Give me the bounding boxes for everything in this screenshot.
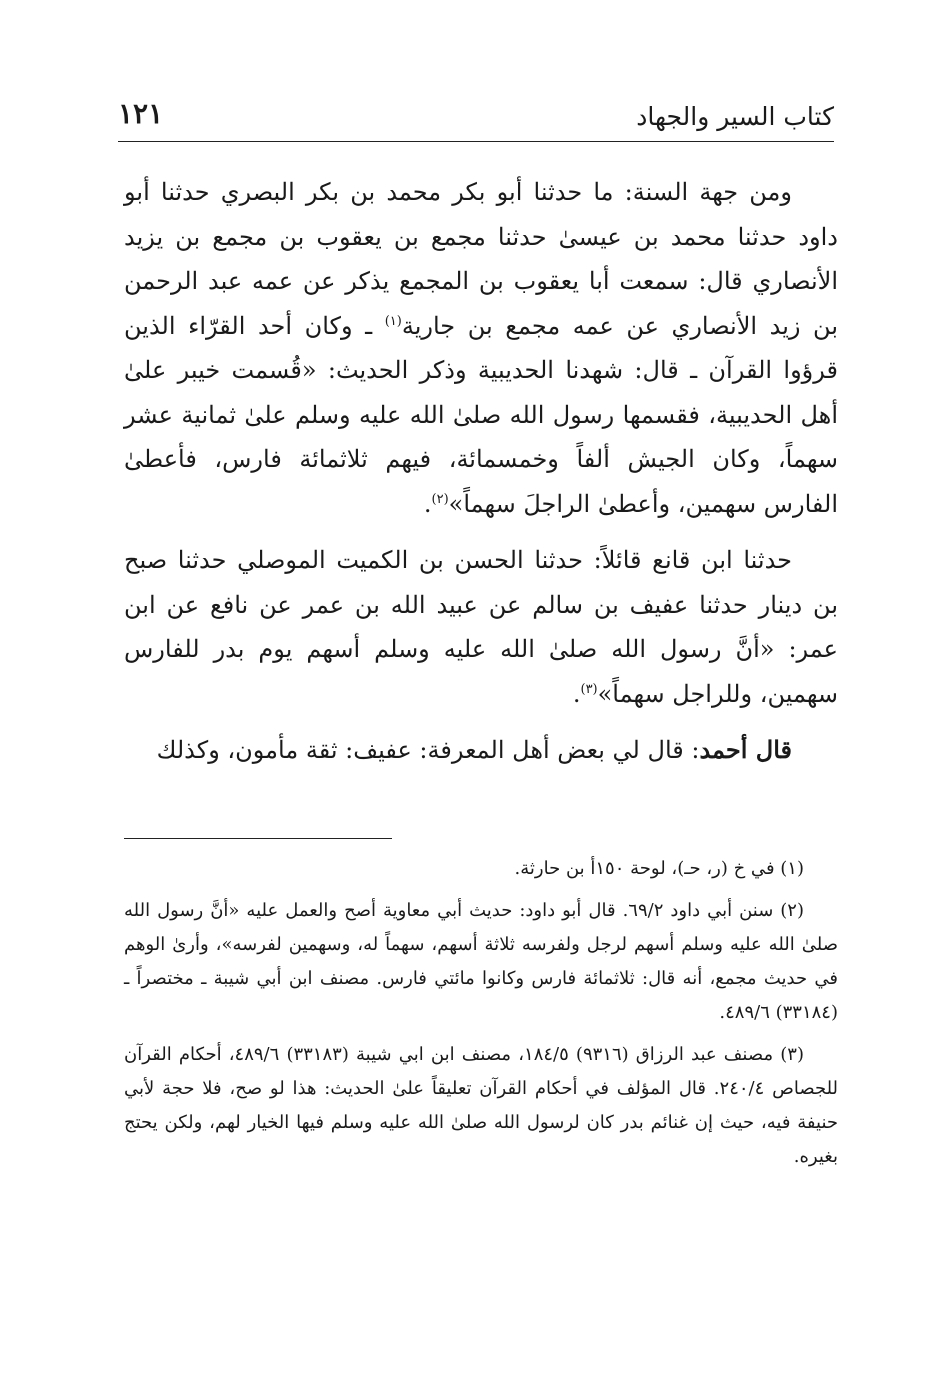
footnote-2: (٢) سنن أبي داود ٦٩/٢. قال أبو داود: حديث أبي معاوية أصح والعمل عليه «أنَّ رسول الله صلىٰ الله عليه وسلم أسهم لرجل ولفرسه ثلاثة أسهم، سهماً له، وسهمين لفرسه»، وأرىٰ الوهم في حديث مجمع، أنه قال: ثلاثمائة فارس وكانوا مائتي فارس. مصنف ابن أبي شيبة ـ مختصراً ـ (٣٣١٨٤) ٤٨٩/٦.: [124, 900, 838, 1023]
footnote-1: (١) في خ (ر، حـ)، لوحة ١٥٠أ بن حارثة.: [514, 858, 804, 879]
page-header: [118, 92, 834, 142]
paragraph-3: [124, 728, 838, 773]
running-title: كتاب السير والجهاد: [636, 102, 834, 131]
page-number: ١٢١: [118, 97, 164, 130]
footnote-ref-2[interactable]: (٢): [431, 491, 449, 507]
paragraph-2-end: .: [572, 679, 581, 708]
header-rule: [118, 141, 834, 142]
footnotes: [124, 852, 838, 1182]
main-text: [124, 170, 838, 773]
footnote-ref-1[interactable]: (١): [384, 313, 402, 329]
paragraph-1-text-b: ـ وكان أحد القرّاء الذين قرؤوا القرآن ـ قال: شهدنا الحديبية وذكر الحديث: «قُسمت خيبر علىٰ أهل الحديبية، فقسمها رسول الله صلىٰ الله عليه وسلم علىٰ ثمانية عشر سهماً، وكان الجيش ألفاً وخمسمائة، فيهم ثلاثمائة فارس، فأعطىٰ الفارس سهمين، وأعطىٰ الراجلَ سهماً»: [124, 311, 838, 518]
footnote-separator: [124, 838, 392, 839]
footnote-3: (٣) مصنف عبد الرزاق (٩٣١٦) ١٨٤/٥، مصنف ابن ابي شيبة (٣٣١٨٣) ٤٨٩/٦، أحكام القرآن للجصاص ٢٤٠/٤. قال المؤلف في أحكام القرآن تعليقاً علىٰ الحديث: هذا لو صح، فلا حجة لأبي حنيفة فيه، حيث إن غنائم بدر كان لرسول الله صلىٰ الله عليه وسلم فيها الخيار لهم، ولكن يحتج بغيره.: [124, 1044, 839, 1167]
speaker-name: قال أحمد: [699, 735, 792, 764]
paragraph-1-end: .: [423, 489, 432, 518]
footnote-ref-3[interactable]: (٣): [580, 681, 598, 697]
paragraph-2: [124, 538, 838, 716]
paragraph-2-text: حدثنا ابن قانع قائلاً: حدثنا الحسن بن الكميت الموصلي حدثنا صبح بن دينار حدثنا عفيف بن سالم عن عبيد الله بن عمر عن نافع عن ابن عمر: «أنَّ رسول الله صلىٰ الله عليه وسلم أسهم يوم بدر للفارس سهمين، وللراجل سهماً»: [124, 546, 839, 708]
paragraph-1-text-a: ومن جهة السنة: ما حدثنا أبو بكر محمد بن بكر البصري حدثنا أبو داود حدثنا محمد بن عيسىٰ حدثنا مجمع بن يعقوب بن مجمع بن يزيد الأنصاري قال: سمعت أبا يعقوب بن المجمع يذكر عن عمه عبد الرحمن بن زيد الأنصاري عن عمه مجمع بن جارية: [124, 178, 838, 340]
paragraph-1: [124, 170, 838, 526]
paragraph-3-text: : قال لي بعض أهل المعرفة: عفيف: ثقة مأمون، وكذلك: [156, 736, 700, 764]
